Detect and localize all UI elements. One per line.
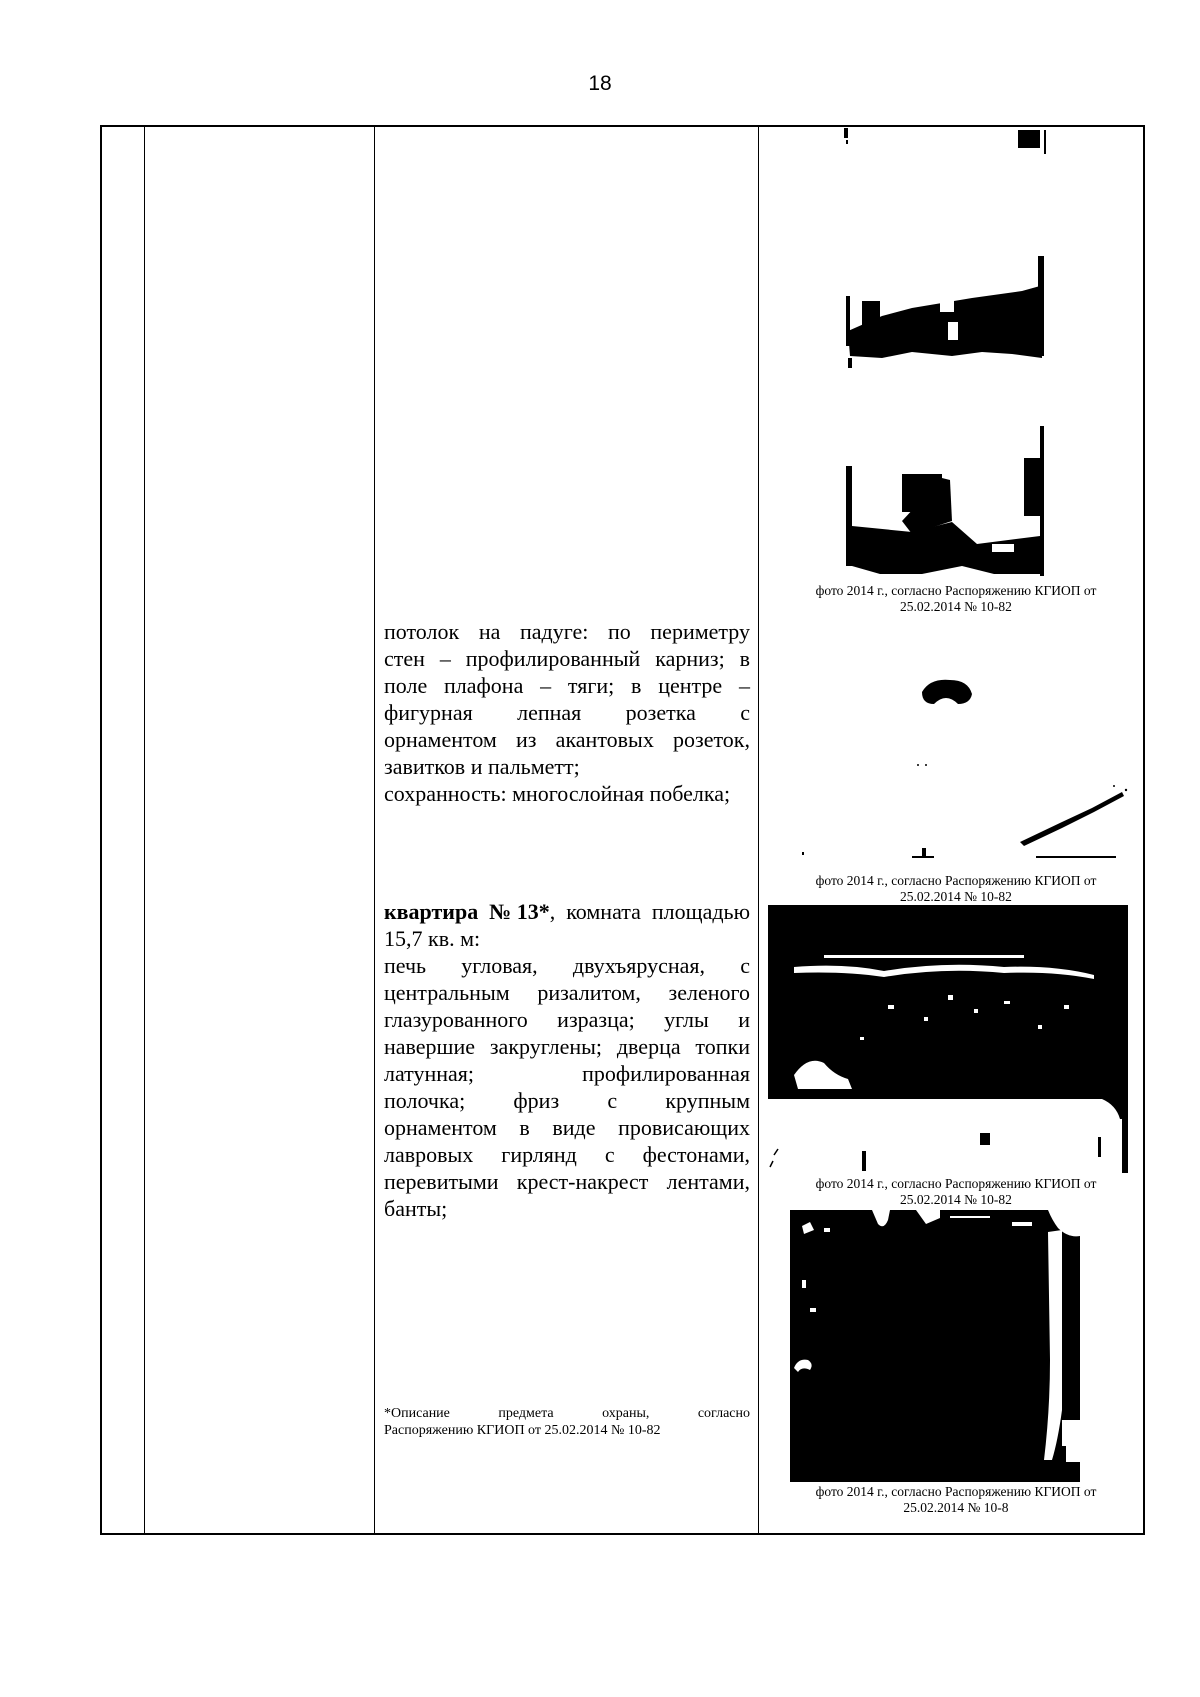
photo-caption <box>766 873 1146 905</box>
ceiling-rosette-photo <box>762 640 1132 870</box>
caption-line: 25.02.2014 № 10-82 <box>900 599 1012 614</box>
apartment-heading-rest: , комната площадью <box>549 899 751 924</box>
text-line: завитков и пальметт; <box>384 754 580 779</box>
footnote-line: Распоряжению КГИОП от 25.02.2014 № 10-82 <box>384 1423 661 1438</box>
text-line: орнаментом из акантовых розеток, <box>384 727 750 752</box>
column-divider <box>374 127 375 1533</box>
photo-caption <box>766 583 1146 615</box>
text-line: печь угловая, двухъярусная, с <box>384 953 750 978</box>
text-line: навершие закруглены; дверца топки <box>384 1034 750 1059</box>
text-line: перевитыми крест-накрест лентами, <box>384 1169 750 1194</box>
text-line: латунная; профилированная <box>384 1061 750 1086</box>
column-divider <box>758 127 759 1533</box>
tiled-stove-frieze-photo <box>764 905 1130 1177</box>
room-interior-photo <box>762 126 1062 586</box>
apartment-13-description <box>384 898 750 1222</box>
entry-heading-line <box>384 898 750 925</box>
text-line: потолок на падуге: по периметру <box>384 619 750 644</box>
text-line: 15,7 кв. м: <box>384 926 481 951</box>
text-line: орнаментом в виде провисающих <box>384 1115 750 1140</box>
text-line: центральным ризалитом, зеленого <box>384 980 750 1005</box>
caption-line: 25.02.2014 № 10-8 <box>903 1500 1009 1515</box>
text-line: сохранность: многослойная побелка; <box>384 781 731 806</box>
text-line: лавровых гирлянд с фестонами, <box>384 1142 750 1167</box>
photo-caption <box>766 1484 1146 1516</box>
apartment-heading: квартира №13* <box>384 899 550 924</box>
text-line: полочка; фриз с крупным <box>384 1088 750 1113</box>
text-line: фигурная лепная розетка с <box>384 700 750 725</box>
ceiling-description <box>384 618 750 807</box>
text-line: глазурованного изразца; углы и <box>384 1007 750 1032</box>
footnote-line: *Описание предмета охраны, согласно <box>384 1406 750 1421</box>
photo-caption <box>766 1176 1146 1208</box>
caption-line: фото 2014 г., согласно Распоряжению КГИОП от <box>815 1484 1097 1499</box>
tiled-stove-photo <box>790 1210 1084 1484</box>
caption-line: 25.02.2014 № 10-82 <box>900 889 1012 904</box>
footnote <box>384 1405 750 1439</box>
caption-line: 25.02.2014 № 10-82 <box>900 1192 1012 1207</box>
column-divider <box>144 127 145 1533</box>
page-number: 18 <box>588 72 612 95</box>
caption-line: фото 2014 г., согласно Распоряжению КГИОП от <box>815 1176 1097 1191</box>
text-line: поле плафона – тяги; в центре – <box>384 673 750 698</box>
text-line: стен – профилированный карниз; в <box>384 646 750 671</box>
text-line: банты; <box>384 1196 448 1221</box>
caption-line: фото 2014 г., согласно Распоряжению КГИОП от <box>815 873 1097 888</box>
caption-line: фото 2014 г., согласно Распоряжению КГИОП от <box>815 583 1097 598</box>
